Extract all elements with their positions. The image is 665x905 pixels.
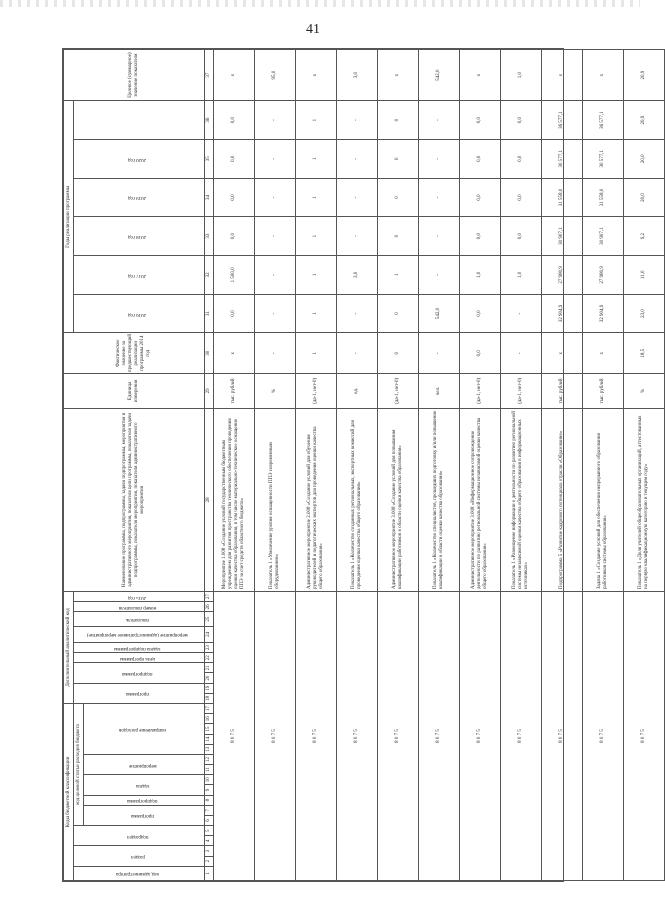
row-year-cell: 0,0 — [501, 101, 542, 140]
column-number: 7 — [205, 805, 214, 815]
row-actual-cell: х — [214, 333, 255, 374]
column-number: 30 — [205, 333, 214, 374]
header-codes-group: Коды бюджетной классификации — [64, 704, 74, 881]
header-unit: Единица измерения — [64, 374, 205, 409]
table-body — [214, 50, 665, 881]
row-year-cell: 1 500,0 — [214, 255, 255, 294]
column-number: 24 — [205, 626, 214, 642]
table-row — [419, 50, 460, 881]
column-number: 6 — [205, 815, 214, 825]
column-number: 26 — [205, 602, 214, 612]
column-number: 29 — [205, 374, 214, 409]
row-code-cell: 8 0 7 5 — [583, 591, 624, 880]
row-year-cell: 542,0 — [419, 294, 460, 333]
header-vert-direction: направление расходов — [84, 704, 205, 755]
row-code-cell: 8 0 7 5 — [378, 591, 419, 880]
row-year-cell: - — [255, 217, 296, 256]
row-actual-cell: 0,0 — [460, 333, 501, 374]
row-year-cell: - — [419, 139, 460, 178]
header-vert-prog2: программа — [74, 683, 205, 703]
row-year-cell: 0,0 — [460, 178, 501, 217]
row-year-cell: 1 — [296, 101, 337, 140]
row-name-cell: Показатель 1 «Количество специалистов, прошедших подготовку и/или повышение квалификации в области оценки качества образования» — [419, 408, 460, 591]
header-name: Наименование программы, подпрограммы, задачи подпрограммы, мероприятия и административного мероприятия, показателя цели программы, показателя задачи подпрограммы, показателя мероприятия, показателя административного мероприятия — [64, 408, 205, 591]
row-actual-cell: 18,5 — [624, 333, 665, 374]
row-year-cell: 23,0 — [624, 294, 665, 333]
header-vert-event2: мероприятие (административное мероприятие) — [74, 626, 205, 642]
row-year-cell: 0 — [378, 217, 419, 256]
row-actual-cell: 0 — [378, 333, 419, 374]
row-year-cell: 31 558,0 — [583, 178, 624, 217]
row-year-cell: 0,0 — [501, 178, 542, 217]
row-actual-cell: - — [337, 333, 378, 374]
row-year-cell: 1,0 — [460, 255, 501, 294]
row-year-cell: - — [337, 217, 378, 256]
row-unit-cell: (да-1, нет-0) — [460, 374, 501, 409]
column-number: 1 — [205, 866, 214, 880]
header-vert-task2: задача подпрограммы — [74, 642, 205, 652]
row-year-cell: - — [255, 139, 296, 178]
row-actual-cell: х — [583, 333, 624, 374]
row-year-cell: 20,9 — [624, 101, 665, 140]
row-year-cell: 0 — [378, 294, 419, 333]
page-number: 41 — [306, 22, 320, 37]
column-number: 21 — [205, 663, 214, 673]
row-unit-cell: (да-1, нет-0) — [296, 374, 337, 409]
row-year-cell: 1 — [296, 217, 337, 256]
row-name-cell: Административное мероприятие 2.008 «Создание условий для обучения руководителей и педагогических экспертов для проведения оценки качества общего образования» — [296, 408, 337, 591]
row-name-cell: Показатель 1 «Размещение информации о деятельности по развитию региональной системы независимой оценки качества общего образования в информационных источниках» — [501, 408, 542, 591]
row-unit-cell: % — [255, 374, 296, 409]
row-year-cell: - — [255, 178, 296, 217]
column-number: 12 — [205, 754, 214, 764]
table-row — [296, 50, 337, 881]
header-actual: Фактическое значение за предшествующий реализации программы 2014 год — [64, 333, 205, 374]
row-year-cell: 0,0 — [501, 139, 542, 178]
header-year-2015: 2015 год — [74, 591, 205, 601]
row-year-cell: 20,0 — [624, 139, 665, 178]
column-number: 32 — [205, 255, 214, 294]
row-target-cell: х — [378, 50, 419, 101]
row-year-cell: 0 — [378, 101, 419, 140]
column-number: 4 — [205, 836, 214, 846]
row-year-cell: - — [419, 178, 460, 217]
header-target: Целевое (суммарное) значение показателя — [64, 50, 205, 101]
row-target-cell: 1,0 — [501, 50, 542, 101]
table-row — [378, 50, 419, 881]
table-row — [501, 50, 542, 881]
header-vert-program: программа — [84, 805, 205, 825]
table-row — [337, 50, 378, 881]
row-year-cell: 0,0 — [214, 101, 255, 140]
column-number: 14 — [205, 734, 214, 744]
row-year-cell: 30 577,1 — [542, 139, 583, 178]
row-year-cell: - — [337, 139, 378, 178]
row-year-cell: 1 — [296, 139, 337, 178]
row-year-cell: - — [255, 101, 296, 140]
row-target-cell: 95,0 — [255, 50, 296, 101]
row-year-cell: 1,0 — [501, 255, 542, 294]
header-vert-subprogram: подпрограмма — [84, 795, 205, 805]
column-number: 31 — [205, 294, 214, 333]
row-year-cell: 27 980,9 — [583, 255, 624, 294]
row-name-cell: Показатель 1 «Количество созданных региональных, экспертных комиссий для проведения оценки качества общего образования» — [337, 408, 378, 591]
row-code-cell: 8 0 7 5 — [296, 591, 337, 880]
header-vert-event: мероприятие — [84, 754, 205, 774]
header-year-2020: 2020 год — [74, 139, 205, 178]
header-codes-sub: код целевой статьи расходов бюджета — [74, 704, 84, 826]
column-number: 33 — [205, 217, 214, 256]
row-actual-cell: - — [255, 333, 296, 374]
row-code-cell: 8 0 7 5 — [337, 591, 378, 880]
row-unit-cell: чел. — [419, 374, 460, 409]
column-number: 9 — [205, 785, 214, 795]
row-year-cell: 0,0 — [460, 139, 501, 178]
row-year-cell: 0,0 — [214, 178, 255, 217]
row-name-cell: Показатель 1 «Увеличение уровня оснащенности ППЭ современным оборудованием» — [255, 408, 296, 591]
header-additional-group: Дополнительный аналитический код — [64, 591, 74, 703]
row-target-cell: х — [460, 50, 501, 101]
column-number: 5 — [205, 826, 214, 836]
row-year-cell: 9,2 — [624, 217, 665, 256]
row-target-cell: х — [542, 50, 583, 101]
row-year-cell: 0,0 — [460, 294, 501, 333]
scan-artifact-line — [0, 0, 640, 7]
column-number: 25 — [205, 612, 214, 626]
row-year-cell: 0 — [378, 178, 419, 217]
row-year-cell: - — [419, 255, 460, 294]
row-year-cell: 11,0 — [624, 255, 665, 294]
row-year-cell: 0,0 — [214, 139, 255, 178]
column-number: 23 — [205, 642, 214, 652]
row-code-cell: 8 0 7 5 — [460, 591, 501, 880]
row-target-cell: х — [214, 50, 255, 101]
row-unit-cell: (да-1, нет-0) — [501, 374, 542, 409]
column-number: 10 — [205, 775, 214, 785]
row-year-cell: 30 907,1 — [583, 217, 624, 256]
row-name-cell: Показатель 1 «Доля учителей общеобразовательных организаций, аттестованных на первую квалификационную категорию в текущем году» — [624, 408, 665, 591]
row-target-cell: 20,9 — [624, 50, 665, 101]
header-years-group: Годы реализации программы — [64, 101, 74, 333]
column-number: 11 — [205, 765, 214, 775]
column-number: 2 — [205, 856, 214, 866]
header-year-2016: 2016 год — [74, 294, 205, 333]
row-year-cell: 0,0 — [501, 217, 542, 256]
row-name-cell: Подпрограмма 5 «Развитие кадрового потенциала отрасли «Образование» — [542, 408, 583, 591]
table-row — [460, 50, 501, 881]
row-year-cell: - — [501, 294, 542, 333]
column-number: 37 — [205, 50, 214, 101]
row-code-cell: 8 0 7 5 — [214, 591, 255, 880]
row-year-cell: 20,0 — [624, 178, 665, 217]
rotated-table — [63, 49, 649, 881]
row-target-cell: х — [296, 50, 337, 101]
row-year-cell: 1 — [296, 255, 337, 294]
header-vert-indicator-num: номер показателя — [74, 602, 205, 612]
header-vert-subsection: подраздел — [74, 826, 205, 846]
row-unit-cell: тыс. рублей — [583, 374, 624, 409]
row-year-cell: 36 577,1 — [542, 101, 583, 140]
column-number: 15 — [205, 724, 214, 734]
column-number-row — [205, 50, 214, 881]
header-vert-subprog2: подпрограмма — [74, 663, 205, 683]
column-number: 8 — [205, 795, 214, 805]
column-number: 3 — [205, 846, 214, 856]
column-number: 36 — [205, 101, 214, 140]
column-number: 28 — [205, 408, 214, 591]
header-vert-admin: код администратора — [74, 866, 205, 880]
column-number: 35 — [205, 139, 214, 178]
row-target-cell: 3,0 — [337, 50, 378, 101]
row-name-cell: Задача 1 «Создание условий для обеспечения непрерывного образования работников системы образования» — [583, 408, 624, 591]
row-year-cell: 32 904,9 — [583, 294, 624, 333]
row-year-cell: 0 — [378, 139, 419, 178]
column-number: 16 — [205, 714, 214, 724]
table-row — [542, 50, 583, 881]
row-year-cell: 1 — [296, 294, 337, 333]
column-number: 17 — [205, 704, 214, 714]
table-row — [583, 50, 624, 881]
row-unit-cell: тыс. рублей — [542, 374, 583, 409]
column-number: 13 — [205, 744, 214, 754]
row-year-cell: 1 — [378, 255, 419, 294]
column-number: 27 — [205, 591, 214, 601]
row-year-cell: - — [255, 294, 296, 333]
header-year-2018: 2018 год — [74, 217, 205, 256]
row-year-cell: - — [419, 217, 460, 256]
table-row — [624, 50, 665, 881]
row-year-cell: 0,0 — [460, 101, 501, 140]
row-name-cell: Административное мероприятие 3.008 «Создание условий для повышения квалификации работников в области оценки качества образования» — [378, 408, 419, 591]
row-unit-cell: (да-1, нет-0) — [378, 374, 419, 409]
row-year-cell: - — [337, 178, 378, 217]
row-actual-cell: х — [542, 333, 583, 374]
column-number: 18 — [205, 693, 214, 703]
row-year-cell: - — [419, 101, 460, 140]
row-actual-cell: - — [501, 333, 542, 374]
row-target-cell: 542,0 — [419, 50, 460, 101]
row-unit-cell: тыс. рублей — [214, 374, 255, 409]
row-year-cell: 0,0 — [214, 217, 255, 256]
row-code-cell: 8 0 7 5 — [501, 591, 542, 880]
row-year-cell: 3,0 — [337, 255, 378, 294]
column-number: 19 — [205, 683, 214, 693]
row-unit-cell: ед. — [337, 374, 378, 409]
rotated-table-frame — [62, 48, 649, 882]
header-year-2019: 2019 год — [74, 178, 205, 217]
header-year-2017: 2017 год — [74, 255, 205, 294]
row-code-cell: 8 0 7 5 — [542, 591, 583, 880]
program-table — [63, 49, 665, 881]
column-number: 20 — [205, 673, 214, 683]
row-year-cell: - — [337, 101, 378, 140]
header-vert-indicator: показатель — [74, 612, 205, 626]
row-actual-cell: - — [419, 333, 460, 374]
column-number: 34 — [205, 178, 214, 217]
header-vert-task: задача — [84, 775, 205, 795]
row-name-cell: Административное мероприятие 3.008 «Информационное сопровождение деятельности по развитию региональной системы независимой оценки качества общего образования» — [460, 408, 501, 591]
row-actual-cell: 1 — [296, 333, 337, 374]
column-number: 22 — [205, 653, 214, 663]
row-year-cell: 30 577,1 — [583, 139, 624, 178]
row-year-cell: 32 904,9 — [542, 294, 583, 333]
row-year-cell: 36 577,1 — [583, 101, 624, 140]
row-unit-cell: % — [624, 374, 665, 409]
row-year-cell: 31 558,0 — [542, 178, 583, 217]
row-year-cell: 30 907,1 — [542, 217, 583, 256]
row-year-cell: 1 — [296, 178, 337, 217]
row-code-cell: 8 0 7 5 — [255, 591, 296, 880]
row-year-cell: 0,0 — [460, 217, 501, 256]
row-name-cell: Мероприятие 1.008 «Создание условий государственным бюджетным учреждением для развития пространства технического обеспечения проведения оценки качества образования, в том числе материально-техническое оснащение ППЭ за счет средств областного бюджета» — [214, 408, 255, 591]
row-year-cell: - — [337, 294, 378, 333]
row-year-cell: 27 980,9 — [542, 255, 583, 294]
row-year-cell: - — [255, 255, 296, 294]
header-vert-section: раздел — [74, 846, 205, 866]
row-target-cell: х — [583, 50, 624, 101]
table-row — [214, 50, 255, 881]
row-year-cell: 0,0 — [214, 294, 255, 333]
row-code-cell: 8 0 7 5 — [419, 591, 460, 880]
header-vert-goal: цель программы — [74, 653, 205, 663]
row-code-cell: 8 0 7 5 — [624, 591, 665, 880]
table-row — [255, 50, 296, 881]
